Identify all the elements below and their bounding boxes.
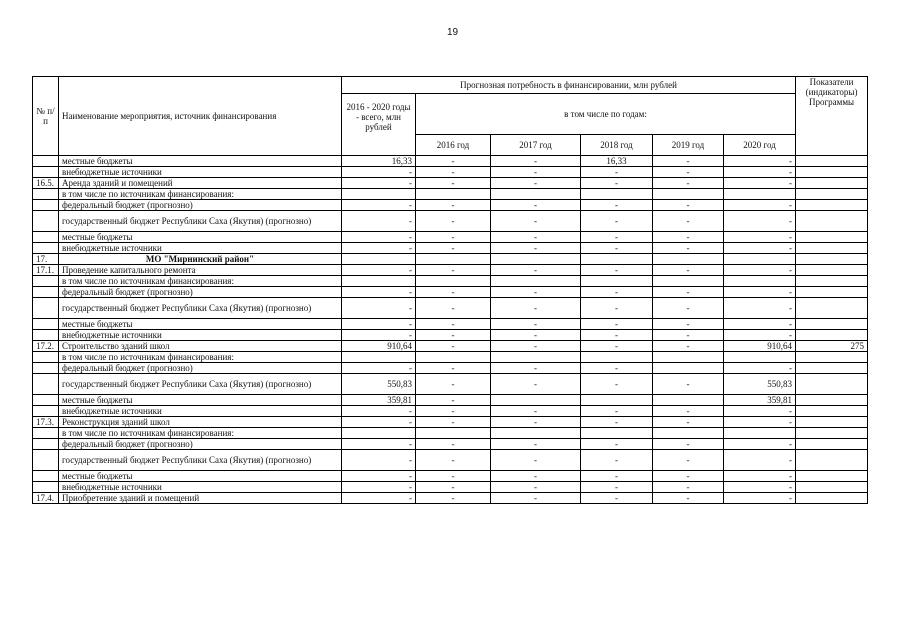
header-year: 2016 год xyxy=(416,135,491,156)
row-year-value xyxy=(581,276,653,287)
row-name: федеральный бюджет (прогнозно) xyxy=(59,200,342,211)
row-indicator xyxy=(796,167,868,178)
row-total xyxy=(342,276,416,287)
row-year-value: - xyxy=(416,406,491,417)
row-total: - xyxy=(342,265,416,276)
row-year-value xyxy=(653,395,724,406)
row-year-value: - xyxy=(491,319,581,330)
row-number xyxy=(33,200,59,211)
table-body xyxy=(33,156,868,504)
row-name: федеральный бюджет (прогнозно) xyxy=(59,439,342,450)
row-total: - xyxy=(342,167,416,178)
row-number xyxy=(33,450,59,471)
row-total: 910,64 xyxy=(342,341,416,352)
row-year-value: - xyxy=(724,287,796,298)
row-indicator xyxy=(796,439,868,450)
row-indicator xyxy=(796,417,868,428)
row-year-value: - xyxy=(491,211,581,232)
row-number: 17.1. xyxy=(33,265,59,276)
row-year-value xyxy=(724,254,796,265)
table-row xyxy=(33,363,868,374)
row-name: местные бюджеты xyxy=(59,156,342,167)
header-num: № п/п xyxy=(33,77,59,156)
row-year-value: - xyxy=(724,482,796,493)
row-number: 17.2. xyxy=(33,341,59,352)
row-name: местные бюджеты xyxy=(59,471,342,482)
row-name: Аренда зданий и помещений xyxy=(59,178,342,189)
row-year-value xyxy=(416,254,491,265)
table-row xyxy=(33,330,868,341)
row-year-value: - xyxy=(653,341,724,352)
row-year-value: - xyxy=(416,232,491,243)
row-name: внебюджетные источники xyxy=(59,243,342,254)
row-total: - xyxy=(342,439,416,450)
table-row xyxy=(33,200,868,211)
row-name: государственный бюджет Республики Саха (Якутия) (прогнозно) xyxy=(59,450,342,471)
row-indicator xyxy=(796,493,868,504)
row-year-value xyxy=(653,189,724,200)
row-year-value: - xyxy=(724,243,796,254)
row-total: 359,81 xyxy=(342,395,416,406)
row-number xyxy=(33,395,59,406)
table-header xyxy=(33,77,868,156)
table-row xyxy=(33,406,868,417)
table-row xyxy=(33,450,868,471)
row-year-value: - xyxy=(491,406,581,417)
row-total: - xyxy=(342,319,416,330)
row-total: 550,83 xyxy=(342,374,416,395)
row-number xyxy=(33,211,59,232)
header-year: 2019 год xyxy=(653,135,724,156)
row-indicator xyxy=(796,156,868,167)
row-year-value: - xyxy=(581,287,653,298)
row-name: внебюджетные источники xyxy=(59,482,342,493)
row-total: 16,33 xyxy=(342,156,416,167)
row-name: местные бюджеты xyxy=(59,319,342,330)
row-year-value: - xyxy=(491,298,581,319)
row-year-value: - xyxy=(416,471,491,482)
row-year-value: - xyxy=(653,178,724,189)
row-year-value: - xyxy=(724,265,796,276)
row-year-value xyxy=(491,352,581,363)
row-year-value: - xyxy=(581,450,653,471)
row-year-value: - xyxy=(724,406,796,417)
row-number xyxy=(33,243,59,254)
row-indicator xyxy=(796,243,868,254)
row-year-value xyxy=(416,352,491,363)
row-total: - xyxy=(342,232,416,243)
row-year-value xyxy=(416,189,491,200)
row-year-value: 550,83 xyxy=(724,374,796,395)
table-row xyxy=(33,167,868,178)
row-year-value xyxy=(416,428,491,439)
header-name: Наименование мероприятия, источник финансирования xyxy=(59,77,342,156)
row-year-value: - xyxy=(724,330,796,341)
row-year-value: - xyxy=(416,374,491,395)
row-year-value: - xyxy=(491,156,581,167)
row-year-value: - xyxy=(491,167,581,178)
table-row xyxy=(33,232,868,243)
table-row xyxy=(33,341,868,352)
row-year-value: - xyxy=(581,319,653,330)
row-indicator xyxy=(796,298,868,319)
section-row xyxy=(33,254,868,265)
row-year-value: - xyxy=(653,232,724,243)
row-year-value: - xyxy=(416,482,491,493)
row-year-value: - xyxy=(581,243,653,254)
row-year-value: - xyxy=(581,341,653,352)
table-row xyxy=(33,298,868,319)
row-year-value: - xyxy=(581,265,653,276)
row-year-value: - xyxy=(581,482,653,493)
row-name: государственный бюджет Республики Саха (Якутия) (прогнозно) xyxy=(59,211,342,232)
row-year-value: 16,33 xyxy=(581,156,653,167)
row-indicator xyxy=(796,450,868,471)
table-row xyxy=(33,439,868,450)
row-total xyxy=(342,254,416,265)
row-total: - xyxy=(342,493,416,504)
row-number xyxy=(33,406,59,417)
table-row xyxy=(33,417,868,428)
row-year-value: - xyxy=(653,298,724,319)
row-number xyxy=(33,439,59,450)
table-row xyxy=(33,156,868,167)
row-year-value: - xyxy=(416,178,491,189)
row-year-value: - xyxy=(653,156,724,167)
row-year-value: - xyxy=(653,417,724,428)
row-year-value xyxy=(581,352,653,363)
row-total: - xyxy=(342,450,416,471)
row-year-value: - xyxy=(491,232,581,243)
row-year-value: - xyxy=(416,298,491,319)
page-number: 19 xyxy=(446,27,459,38)
row-indicator xyxy=(796,189,868,200)
row-indicator: 275 xyxy=(796,341,868,352)
row-indicator xyxy=(796,428,868,439)
header-forecast: Прогнозная потребность в финансировании, млн рублей xyxy=(342,77,796,94)
row-total xyxy=(342,352,416,363)
row-year-value: - xyxy=(416,450,491,471)
row-year-value: - xyxy=(416,156,491,167)
row-year-value: - xyxy=(653,493,724,504)
row-year-value: - xyxy=(581,493,653,504)
row-indicator xyxy=(796,178,868,189)
table-row xyxy=(33,374,868,395)
row-total: - xyxy=(342,406,416,417)
row-name: внебюджетные источники xyxy=(59,330,342,341)
row-number xyxy=(33,232,59,243)
row-number xyxy=(33,287,59,298)
row-year-value: - xyxy=(653,482,724,493)
row-year-value: - xyxy=(491,471,581,482)
row-year-value: - xyxy=(416,395,491,406)
row-year-value: - xyxy=(653,200,724,211)
row-number xyxy=(33,428,59,439)
row-year-value: - xyxy=(491,200,581,211)
row-name: местные бюджеты xyxy=(59,395,342,406)
row-name: МО "Мирнинский район" xyxy=(59,254,342,265)
row-year-value xyxy=(724,276,796,287)
row-year-value: - xyxy=(416,493,491,504)
row-number xyxy=(33,363,59,374)
row-year-value: - xyxy=(724,319,796,330)
row-year-value xyxy=(724,428,796,439)
row-indicator xyxy=(796,406,868,417)
row-indicator xyxy=(796,395,868,406)
row-year-value: - xyxy=(416,265,491,276)
row-total: - xyxy=(342,200,416,211)
row-indicator xyxy=(796,287,868,298)
row-year-value xyxy=(724,189,796,200)
row-year-value: - xyxy=(491,341,581,352)
row-year-value: - xyxy=(416,211,491,232)
row-year-value: - xyxy=(416,439,491,450)
row-year-value: - xyxy=(724,450,796,471)
table-row xyxy=(33,265,868,276)
row-year-value xyxy=(581,254,653,265)
header-by-years: в том числе по годам: xyxy=(416,94,796,135)
row-indicator xyxy=(796,254,868,265)
row-name: федеральный бюджет (прогнозно) xyxy=(59,287,342,298)
row-year-value: - xyxy=(653,243,724,254)
row-name: федеральный бюджет (прогнозно) xyxy=(59,363,342,374)
row-year-value xyxy=(653,352,724,363)
row-year-value: - xyxy=(491,482,581,493)
row-year-value: - xyxy=(581,167,653,178)
row-year-value: - xyxy=(653,471,724,482)
row-indicator xyxy=(796,374,868,395)
row-year-value: - xyxy=(581,200,653,211)
row-year-value: - xyxy=(581,374,653,395)
row-year-value xyxy=(581,189,653,200)
row-total: - xyxy=(342,298,416,319)
row-year-value: - xyxy=(491,243,581,254)
table-row xyxy=(33,428,868,439)
row-year-value xyxy=(724,352,796,363)
row-year-value: - xyxy=(653,319,724,330)
row-name: в том числе по источникам финансирования: xyxy=(59,428,342,439)
row-number xyxy=(33,471,59,482)
header-year: 2020 год xyxy=(724,135,796,156)
table-row xyxy=(33,211,868,232)
row-year-value: - xyxy=(653,374,724,395)
header-year: 2017 год xyxy=(491,135,581,156)
row-year-value: - xyxy=(581,439,653,450)
row-year-value: - xyxy=(581,406,653,417)
row-year-value: - xyxy=(724,211,796,232)
row-year-value: - xyxy=(581,417,653,428)
row-indicator xyxy=(796,276,868,287)
row-year-value: - xyxy=(491,265,581,276)
row-year-value: - xyxy=(653,406,724,417)
row-indicator xyxy=(796,471,868,482)
row-name: государственный бюджет Республики Саха (Якутия) (прогнозно) xyxy=(59,374,342,395)
row-number xyxy=(33,167,59,178)
row-number xyxy=(33,319,59,330)
table-row xyxy=(33,243,868,254)
row-name: государственный бюджет Республики Саха (Якутия) (прогнозно) xyxy=(59,298,342,319)
row-number: 17.3. xyxy=(33,417,59,428)
row-name: в том числе по источникам финансирования: xyxy=(59,352,342,363)
row-year-value: - xyxy=(653,287,724,298)
row-year-value: - xyxy=(491,374,581,395)
row-name: в том числе по источникам финансирования: xyxy=(59,189,342,200)
row-year-value: - xyxy=(724,167,796,178)
table-row xyxy=(33,287,868,298)
row-year-value: - xyxy=(724,232,796,243)
row-indicator xyxy=(796,319,868,330)
row-total: - xyxy=(342,211,416,232)
row-year-value: - xyxy=(491,417,581,428)
row-year-value: - xyxy=(491,363,581,374)
row-indicator xyxy=(796,200,868,211)
table-row xyxy=(33,319,868,330)
row-year-value: - xyxy=(416,200,491,211)
row-total: - xyxy=(342,471,416,482)
row-year-value xyxy=(581,395,653,406)
table-row xyxy=(33,178,868,189)
row-year-value: - xyxy=(724,417,796,428)
row-year-value: - xyxy=(724,178,796,189)
row-year-value: - xyxy=(653,167,724,178)
row-year-value xyxy=(416,276,491,287)
row-year-value: - xyxy=(653,330,724,341)
row-year-value: - xyxy=(724,200,796,211)
row-year-value: - xyxy=(581,363,653,374)
table-row xyxy=(33,493,868,504)
row-indicator xyxy=(796,352,868,363)
row-year-value: - xyxy=(416,167,491,178)
row-name: внебюджетные источники xyxy=(59,167,342,178)
row-year-value xyxy=(581,428,653,439)
row-year-value: - xyxy=(416,319,491,330)
row-total xyxy=(342,428,416,439)
row-year-value xyxy=(653,254,724,265)
row-indicator xyxy=(796,265,868,276)
row-year-value: - xyxy=(491,330,581,341)
row-year-value: - xyxy=(416,287,491,298)
row-year-value: - xyxy=(653,439,724,450)
row-number xyxy=(33,330,59,341)
row-year-value: - xyxy=(724,493,796,504)
row-year-value xyxy=(653,276,724,287)
row-year-value xyxy=(653,428,724,439)
row-name: Строительство зданий школ xyxy=(59,341,342,352)
row-indicator xyxy=(796,330,868,341)
row-name: Реконструкция зданий школ xyxy=(59,417,342,428)
row-number xyxy=(33,156,59,167)
row-year-value: - xyxy=(491,493,581,504)
row-year-value: - xyxy=(416,243,491,254)
row-year-value: - xyxy=(653,211,724,232)
row-year-value: - xyxy=(491,450,581,471)
row-number: 17.4. xyxy=(33,493,59,504)
row-year-value: - xyxy=(491,439,581,450)
row-indicator xyxy=(796,363,868,374)
row-name: в том числе по источникам финансирования: xyxy=(59,276,342,287)
row-total: - xyxy=(342,330,416,341)
header-year: 2018 год xyxy=(581,135,653,156)
row-total xyxy=(342,189,416,200)
table-row xyxy=(33,395,868,406)
row-number xyxy=(33,374,59,395)
row-year-value xyxy=(491,276,581,287)
row-number: 17. xyxy=(33,254,59,265)
row-indicator xyxy=(796,232,868,243)
row-number xyxy=(33,352,59,363)
row-year-value: 359,81 xyxy=(724,395,796,406)
row-year-value: - xyxy=(416,330,491,341)
row-year-value: - xyxy=(581,471,653,482)
row-name: местные бюджеты xyxy=(59,232,342,243)
row-year-value xyxy=(491,189,581,200)
table-row xyxy=(33,471,868,482)
row-year-value xyxy=(491,254,581,265)
row-year-value: - xyxy=(653,450,724,471)
row-total: - xyxy=(342,363,416,374)
header-total: 2016 - 2020 годы - всего, млн рублей xyxy=(342,94,416,156)
row-year-value: - xyxy=(653,265,724,276)
row-name: внебюджетные источники xyxy=(59,406,342,417)
row-total: - xyxy=(342,482,416,493)
row-year-value: - xyxy=(581,232,653,243)
row-year-value: - xyxy=(491,287,581,298)
row-year-value: - xyxy=(724,439,796,450)
row-year-value xyxy=(491,428,581,439)
row-year-value: - xyxy=(416,341,491,352)
table-row xyxy=(33,482,868,493)
row-number xyxy=(33,482,59,493)
row-name: Проведение капитального ремонта xyxy=(59,265,342,276)
table-row xyxy=(33,276,868,287)
table-row xyxy=(33,352,868,363)
table-row xyxy=(33,189,868,200)
row-year-value: - xyxy=(416,363,491,374)
row-indicator xyxy=(796,482,868,493)
row-year-value: - xyxy=(724,363,796,374)
row-total: - xyxy=(342,178,416,189)
row-year-value: - xyxy=(416,417,491,428)
financing-table xyxy=(32,76,868,504)
row-indicator xyxy=(796,211,868,232)
row-year-value: - xyxy=(581,330,653,341)
row-year-value: - xyxy=(724,471,796,482)
header-indicators: Показатели (индикаторы) Программы xyxy=(796,77,868,156)
row-total: - xyxy=(342,287,416,298)
row-year-value: - xyxy=(581,211,653,232)
row-number xyxy=(33,189,59,200)
row-total: - xyxy=(342,417,416,428)
row-year-value xyxy=(653,363,724,374)
row-number xyxy=(33,276,59,287)
row-total: - xyxy=(342,243,416,254)
row-year-value: - xyxy=(724,298,796,319)
row-year-value: - xyxy=(581,178,653,189)
row-year-value xyxy=(491,395,581,406)
row-year-value: - xyxy=(581,298,653,319)
row-year-value: - xyxy=(491,178,581,189)
row-number: 16.5. xyxy=(33,178,59,189)
row-number xyxy=(33,298,59,319)
row-name: Приобретение зданий и помещений xyxy=(59,493,342,504)
row-year-value: - xyxy=(724,156,796,167)
row-year-value: 910,64 xyxy=(724,341,796,352)
